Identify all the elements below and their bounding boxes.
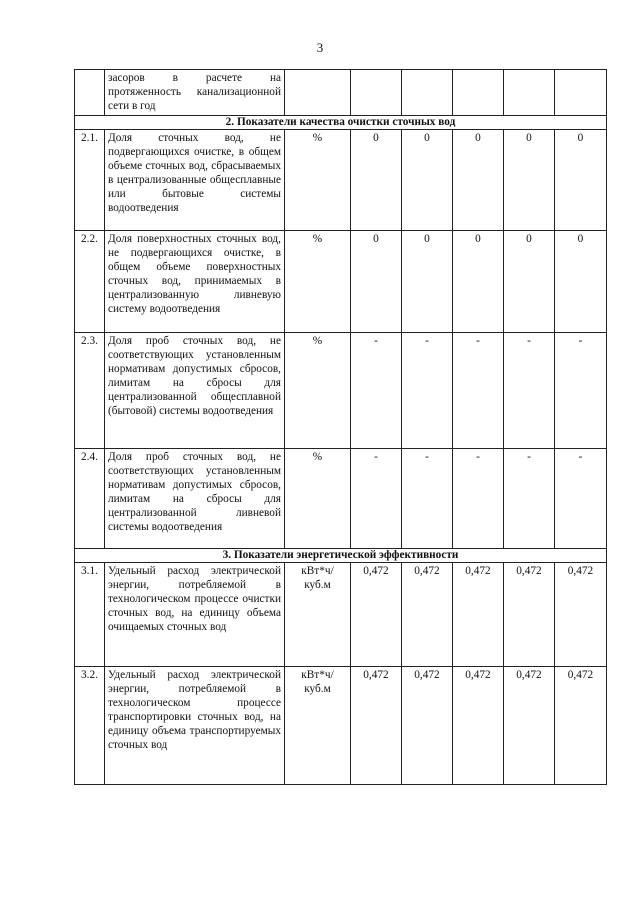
value-cell: 0,472 [351, 667, 402, 785]
value-cell [351, 70, 402, 116]
value-cell: - [351, 333, 402, 449]
value-cell [453, 70, 504, 116]
section-title: 3. Показатели энергетической эффективности [75, 549, 607, 563]
row-number: 2.1. [75, 130, 105, 231]
section-header [75, 549, 607, 563]
value-cell: 0 [351, 231, 402, 333]
table-row [75, 563, 607, 667]
table-row [75, 70, 607, 116]
indicator-name: Доля поверхностных сточных вод, не подвергающихся очистке, в общем объеме поверхностных сточных вод, принимаемых в централизованную ливневую систему водоотведения [105, 231, 285, 333]
value-cell [402, 70, 453, 116]
value-cell: 0,472 [504, 667, 555, 785]
value-cell [504, 70, 555, 116]
value-cell: 0 [453, 231, 504, 333]
value-cell [555, 70, 607, 116]
table-row [75, 667, 607, 785]
row-number: 3.1. [75, 563, 105, 667]
value-cell: - [555, 449, 607, 549]
unit-cell [285, 70, 351, 116]
table-row [75, 449, 607, 549]
unit-cell: кВт*ч/ куб.м [285, 667, 351, 785]
unit-cell: % [285, 333, 351, 449]
table-row [75, 130, 607, 231]
value-cell: 0,472 [402, 667, 453, 785]
value-cell: 0,472 [453, 667, 504, 785]
indicator-name: Доля проб сточных вод, не соответствующих установленным нормативам допустимых сбросов, лимитам на сбросы для централизованной общесплавной (бытовой) системы водоотведения [105, 333, 285, 449]
value-cell: 0,472 [351, 563, 402, 667]
unit-cell: % [285, 231, 351, 333]
unit-cell: % [285, 130, 351, 231]
indicator-name: Удельный расход электрической энергии, потребляемой в технологическом процессе очистки сточных вод, на единицу объема очищаемых сточных вод [105, 563, 285, 667]
value-cell: - [453, 449, 504, 549]
value-cell: 0 [402, 130, 453, 231]
value-cell: 0 [504, 130, 555, 231]
row-number: 2.2. [75, 231, 105, 333]
value-cell: 0,472 [555, 667, 607, 785]
indicator-name: Доля сточных вод, не подвергающихся очистке, в общем объеме сточных вод, сбрасываемых в централизованные общесплавные или бытовые системы водоотведения [105, 130, 285, 231]
row-number: 2.4. [75, 449, 105, 549]
value-cell: - [453, 333, 504, 449]
indicators-table [74, 69, 607, 785]
section-title: 2. Показатели качества очистки сточных вод [75, 116, 607, 130]
value-cell: 0 [555, 130, 607, 231]
value-cell: - [351, 449, 402, 549]
page-number: 3 [316, 40, 324, 55]
value-cell: 0,472 [453, 563, 504, 667]
value-cell: 0,472 [504, 563, 555, 667]
unit-cell: % [285, 449, 351, 549]
row-number [75, 70, 105, 116]
value-cell: - [402, 333, 453, 449]
value-cell: 0,472 [402, 563, 453, 667]
value-cell: 0 [504, 231, 555, 333]
value-cell: - [555, 333, 607, 449]
value-cell: 0 [402, 231, 453, 333]
value-cell: - [504, 333, 555, 449]
table-row [75, 231, 607, 333]
indicator-name: Доля проб сточных вод, не соответствующих установленным нормативам допустимых сбросов, лимитам на сбросы для централизованной ливневой системы водоотведения [105, 449, 285, 549]
value-cell: 0,472 [555, 563, 607, 667]
value-cell: 0 [351, 130, 402, 231]
section-header [75, 116, 607, 130]
value-cell: - [504, 449, 555, 549]
unit-cell: кВт*ч/ куб.м [285, 563, 351, 667]
row-number: 3.2. [75, 667, 105, 785]
indicator-name: Удельный расход электрической энергии, потребляемой в технологическом процессе транспортировки сточных вод, на единицу объема транспортируемых сточных вод [105, 667, 285, 785]
value-cell: 0 [453, 130, 504, 231]
value-cell: - [402, 449, 453, 549]
value-cell: 0 [555, 231, 607, 333]
indicator-name: засоров в расчете на протяженность канализационной сети в год [105, 70, 285, 116]
row-number: 2.3. [75, 333, 105, 449]
table-row [75, 333, 607, 449]
